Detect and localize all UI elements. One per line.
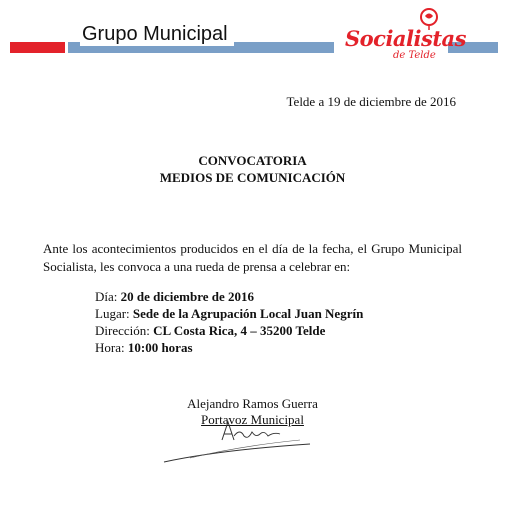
logo-wordmark: Socialistas [345,26,466,51]
detail-dia [95,288,363,305]
lugar-value: Sede de la Agrupación Local Juan Negrín [132,306,364,321]
signer-name: Alejandro Ramos Guerra [187,396,318,411]
letterhead [0,0,505,70]
document-subtitle: MEDIOS DE COMUNICACIÓN [159,170,346,185]
event-details [95,288,363,356]
org-title: Grupo Municipal [80,22,234,46]
hora-value: 10:00 horas [127,340,193,355]
dia-label: Día: [95,289,118,304]
red-stripe [10,42,65,53]
document-title: CONVOCATORIA [198,153,307,168]
detail-hora [95,339,363,356]
signer-role: Portavoz Municipal [201,412,304,427]
detail-lugar [95,305,363,322]
date-line: Telde a 19 de diciembre de 2016 [286,94,456,109]
handwritten-signature [160,410,330,470]
lugar-label: Lugar: [95,306,130,321]
body-paragraph: Ante los acontecimientos producidos en el día de la fecha, el Grupo Municipal Socialista, les convoca a una rueda de prensa a celebrar en: [43,241,462,274]
direccion-label: Dirección: [95,323,150,338]
hora-label: Hora: [95,340,125,355]
logo-subtitle: de Telde [393,50,436,61]
dia-value: 20 de diciembre de 2016 [120,289,254,304]
direccion-value: CL Costa Rica, 4 – 35200 Telde [153,323,326,338]
socialistas-logo [345,6,475,64]
detail-direccion [95,322,363,339]
